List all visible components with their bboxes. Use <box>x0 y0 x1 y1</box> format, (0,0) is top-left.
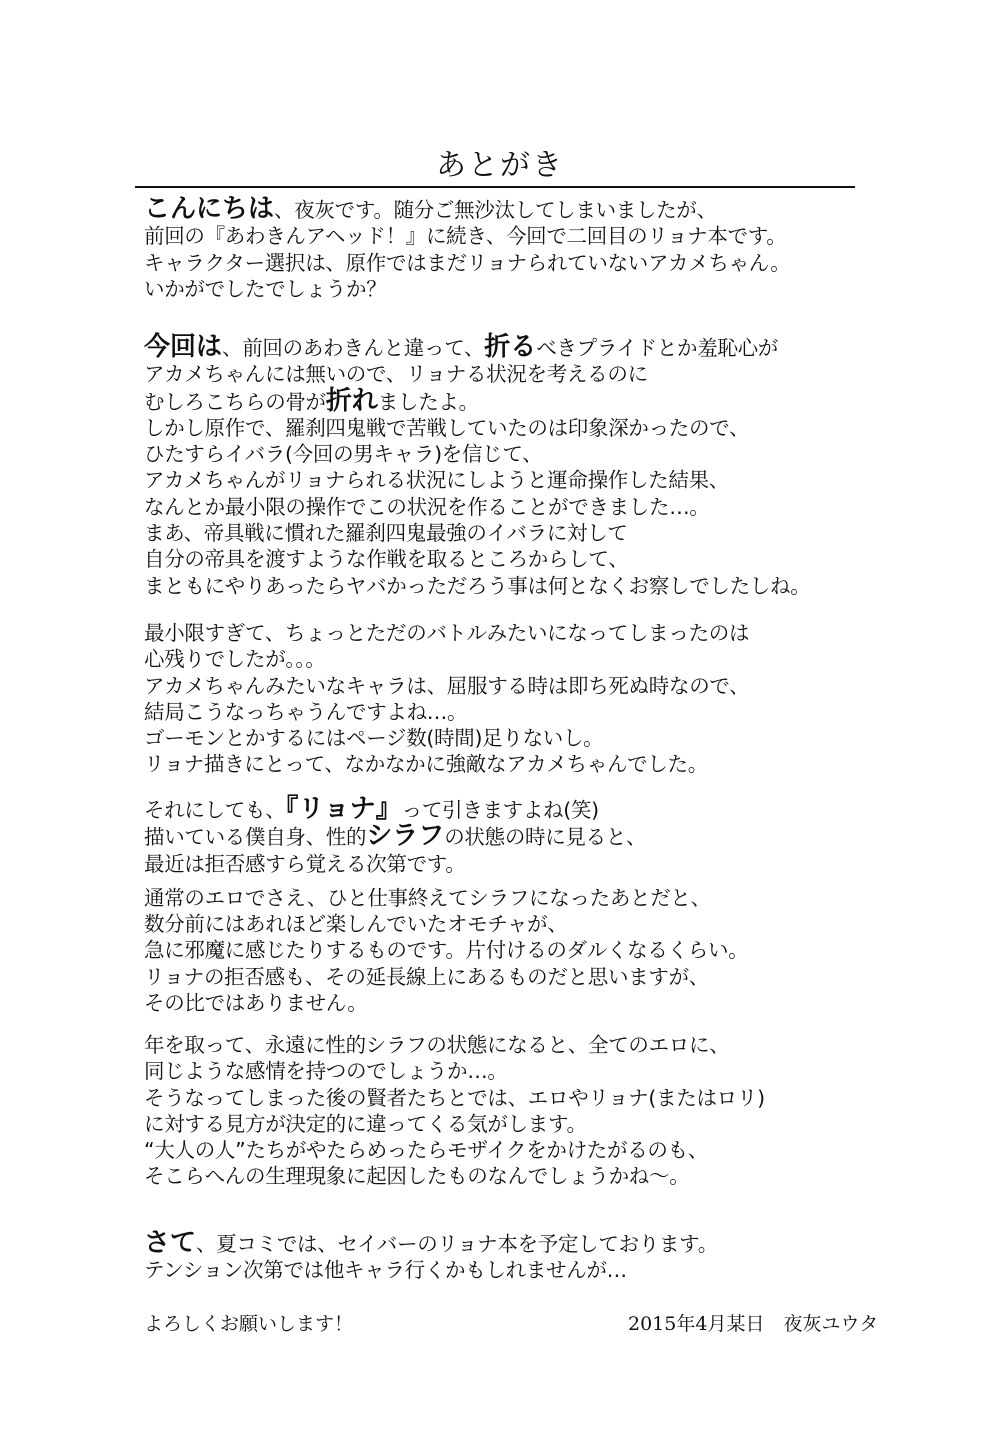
paragraph-aging <box>144 1032 864 1190</box>
text-line: むしろこちらの骨が折れましたよ。 <box>144 385 479 416</box>
text-line: アカメちゃんみたいなキャラは、屈服する時は即ち死ぬ時なので、 <box>144 673 750 698</box>
text-line: 年を取って、永遠に性的シラフの状態になると、全てのエロに、 <box>144 1033 730 1057</box>
emphasis-text: さて <box>144 1228 197 1258</box>
text-line: 心残りでしたが。。。 <box>144 647 326 672</box>
text-line: そこらへんの生理現象に起因したものなんでしょうかね～。 <box>144 1164 690 1189</box>
emphasis-text: こんにちは <box>144 194 275 224</box>
text-line: キャラクター選択は、原作ではまだリョナられていないアカメちゃん。 <box>144 250 791 275</box>
text-line: リョナ描きにとって、なかなかに強敵なアカメちゃんでした。 <box>144 752 708 777</box>
text-line: アカメちゃんがリョナられる状況にしようと運命操作した結果、 <box>144 468 729 493</box>
text-line: さて、夏コミでは、セイバーのリョナ本を予定しております。 <box>144 1228 718 1258</box>
text-line: こんにちは、夜灰です。随分ご無沙汰してしまいましたが、 <box>144 194 717 224</box>
text-line: 急に邪魔に感じたりするものです。片付けるのダルくなるくらい。 <box>144 938 749 963</box>
title-divider <box>135 186 855 188</box>
text-line: なんとか最小限の操作でこの状況を作ることができました…。 <box>144 494 710 519</box>
text-line: 最近は拒否感すら覚える次第です。 <box>144 851 466 876</box>
text-line: アカメちゃんには無いので、リョナる状況を考えるのに <box>144 362 648 387</box>
text-line: まともにやりあったらヤバかっただろう事は何となくお察しでしたしね。 <box>144 573 811 598</box>
text-line: 描いている僕自身、性的シラフの状態の時に見ると、 <box>144 821 647 852</box>
text-line: 最小限すぎて、ちょっとただのバトルみたいになってしまったのは <box>144 621 750 645</box>
paragraph-battle <box>144 620 864 778</box>
text-line: ゴーモンとかするにはページ数(時間)足りないし。 <box>144 726 604 751</box>
page-title: あとがき <box>436 148 564 183</box>
text-line: テンション次第では他キャラ行くかもしれませんが… <box>144 1258 627 1283</box>
emphasis-text: 折れ <box>325 385 378 416</box>
emphasis-text: 『リョナ』 <box>285 794 402 824</box>
text-line: ひたすらイバラ(今回の男キャラ)を信じて、 <box>144 442 543 467</box>
emphasis-text: 今回は <box>144 332 223 362</box>
emphasis-text: 折る <box>484 332 537 362</box>
text-line: まあ、帝具戦に慣れた羅刹四鬼最強のイバラに対して <box>144 521 628 546</box>
text-line: に対する見方が決定的に違ってくる気がします。 <box>144 1111 587 1136</box>
paragraph-next-plan <box>144 1230 864 1284</box>
paragraph-greeting <box>144 196 864 302</box>
emphasis-text: シラフ <box>366 821 445 852</box>
closing-text: よろしくお願いします！ <box>144 1313 354 1335</box>
text-line: 結局こうなっちゃうんですよね…。 <box>144 699 468 724</box>
text-line: 同じような感情を持つのでしょうか…。 <box>144 1059 508 1084</box>
signature: 2015年4月某日 夜灰ユウタ <box>628 1313 879 1335</box>
text-line: 自分の帝具を渡すような作戦を取るところからして、 <box>144 547 629 572</box>
text-line: リョナの拒否感も、その延長線上にあるものだと思いますが、 <box>144 964 709 989</box>
paragraph-character <box>144 334 864 599</box>
text-line: 通常のエロでさえ、ひと仕事終えてシラフになったあとだと、 <box>144 885 711 910</box>
text-line: 今回は、前回のあわきんと違って、折るべきプライドとか羞恥心が <box>144 332 779 362</box>
text-line: しかし原作で、羅刹四鬼戦で苦戦していたのは印象深かったので、 <box>144 415 750 440</box>
text-line: 前回の『あわきんアヘッド！』に続き、今回で二回目のリョナ本です。 <box>144 224 787 249</box>
text-line: それにしても、『リョナ』って引きますよね(笑) <box>144 794 599 824</box>
text-line: いかがでしたでしょうか？ <box>144 276 387 301</box>
paragraph-sobriety <box>144 796 864 1016</box>
text-line: 数分前にはあれほど楽しんでいたオモチャが、 <box>144 912 568 937</box>
text-line: その比ではありません。 <box>144 991 368 1016</box>
text-line: “大人の人”たちがやたらめったらモザイクをかけたがるのも、 <box>144 1138 708 1163</box>
text-line: そうなってしまった後の賢者たちとでは、エロやリョナ(またはロリ) <box>144 1085 765 1110</box>
